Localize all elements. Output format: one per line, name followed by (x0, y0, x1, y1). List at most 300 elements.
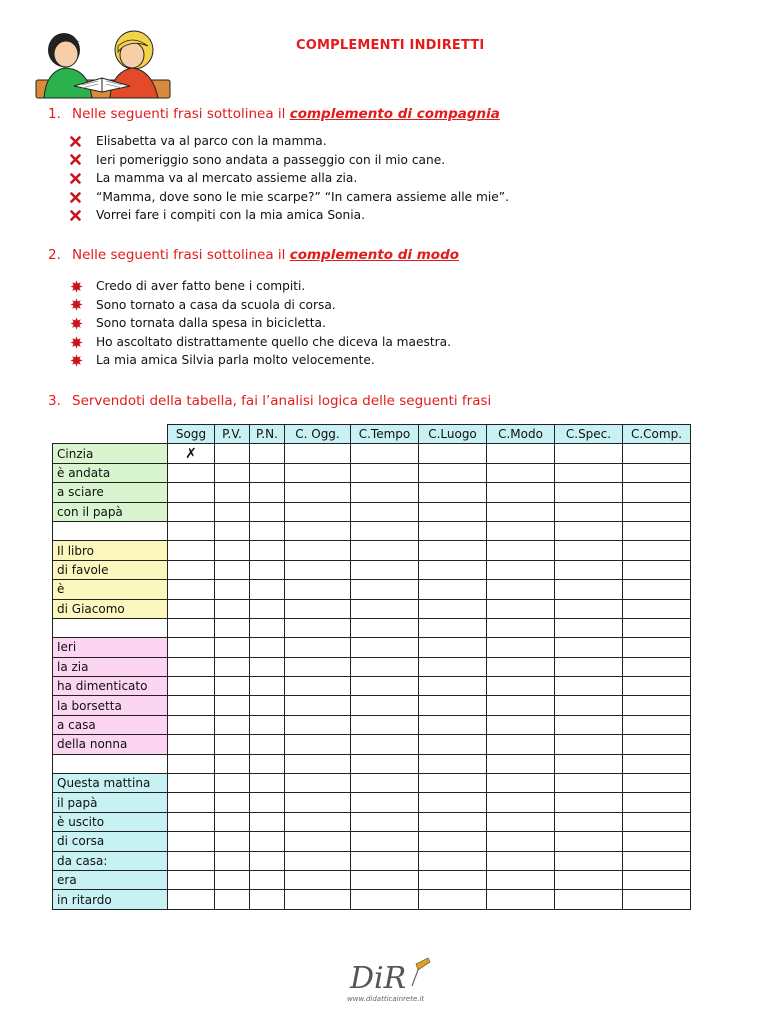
answer-cell[interactable] (351, 463, 419, 482)
list-item-text: Ieri pomeriggio sono andata a passeggio con il mio cane. (96, 152, 446, 167)
answer-cell[interactable] (623, 832, 691, 851)
spacer-cell (53, 618, 168, 637)
answer-cell[interactable] (419, 521, 487, 540)
column-header: P.N. (250, 425, 285, 444)
answer-cell[interactable] (623, 735, 691, 754)
phrase-cell: da casa: (53, 851, 168, 870)
answer-cell[interactable] (215, 870, 250, 889)
answer-cell[interactable] (215, 444, 250, 463)
answer-cell[interactable] (419, 618, 487, 637)
answer-cell[interactable] (623, 483, 691, 502)
cross-bullet-icon (70, 173, 96, 184)
answer-cell[interactable] (168, 774, 215, 793)
answer-cell[interactable] (487, 560, 555, 579)
answer-cell[interactable] (555, 890, 623, 909)
answer-cell[interactable] (285, 541, 351, 560)
answer-cell[interactable] (419, 502, 487, 521)
answer-cell[interactable] (285, 580, 351, 599)
answer-cell[interactable] (487, 870, 555, 889)
exercise1-list (70, 132, 509, 225)
list-item-text: Elisabetta va al parco con la mamma. (96, 134, 327, 148)
answer-cell[interactable] (351, 599, 419, 618)
phrase-cell: a sciare (53, 483, 168, 502)
answer-cell[interactable] (487, 463, 555, 482)
phrase-cell: in ritardo (53, 890, 168, 909)
answer-cell[interactable] (215, 502, 250, 521)
answer-cell[interactable] (487, 541, 555, 560)
phrase-cell: Cinzia (53, 444, 168, 463)
answer-cell[interactable] (250, 754, 285, 773)
answer-cell[interactable] (419, 599, 487, 618)
answer-cell[interactable] (215, 657, 250, 676)
children-reading-illustration (34, 28, 172, 100)
answer-cell[interactable] (215, 715, 250, 734)
phrase-cell: con il papà (53, 502, 168, 521)
answer-cell[interactable] (419, 793, 487, 812)
table-row (53, 735, 691, 754)
answer-cell[interactable] (555, 754, 623, 773)
answer-cell[interactable] (351, 483, 419, 502)
answer-cell[interactable] (487, 618, 555, 637)
exercise1-keyword: complemento di compagnia (289, 106, 500, 122)
answer-cell[interactable] (555, 696, 623, 715)
answer-cell[interactable] (623, 502, 691, 521)
answer-cell[interactable] (623, 521, 691, 540)
answer-cell[interactable] (351, 696, 419, 715)
answer-cell[interactable] (351, 832, 419, 851)
answer-cell[interactable] (419, 580, 487, 599)
answer-cell[interactable] (351, 657, 419, 676)
table-row (53, 715, 691, 734)
answer-cell[interactable] (487, 890, 555, 909)
answer-cell[interactable] (351, 444, 419, 463)
answer-cell[interactable] (285, 793, 351, 812)
answer-cell[interactable] (623, 793, 691, 812)
cross-bullet-icon (70, 136, 96, 147)
answer-cell[interactable] (168, 463, 215, 482)
exercise2-list (70, 277, 451, 370)
answer-cell[interactable] (555, 618, 623, 637)
answer-cell[interactable] (285, 870, 351, 889)
cross-bullet-icon (70, 210, 96, 221)
answer-cell[interactable] (250, 715, 285, 734)
spacer-cell (53, 754, 168, 773)
answer-cell[interactable] (555, 444, 623, 463)
phrase-cell: la borsetta (53, 696, 168, 715)
answer-cell[interactable] (168, 580, 215, 599)
table-row (53, 870, 691, 889)
answer-cell[interactable] (215, 754, 250, 773)
answer-cell[interactable] (419, 444, 487, 463)
answer-cell[interactable] (419, 463, 487, 482)
answer-cell[interactable] (351, 754, 419, 773)
answer-cell[interactable] (487, 851, 555, 870)
answer-cell[interactable] (623, 657, 691, 676)
answer-cell[interactable] (285, 618, 351, 637)
answer-cell[interactable] (555, 793, 623, 812)
answer-cell[interactable] (487, 657, 555, 676)
answer-cell[interactable] (623, 541, 691, 560)
answer-cell[interactable] (250, 812, 285, 831)
answer-cell[interactable] (168, 870, 215, 889)
answer-cell[interactable] (168, 502, 215, 521)
answer-cell[interactable] (487, 735, 555, 754)
answer-cell[interactable] (168, 812, 215, 831)
answer-cell[interactable] (487, 812, 555, 831)
answer-cell[interactable] (419, 851, 487, 870)
answer-cell[interactable] (623, 638, 691, 657)
list-item (70, 351, 451, 370)
answer-cell[interactable] (215, 638, 250, 657)
answer-cell[interactable] (623, 870, 691, 889)
answer-cell[interactable] (250, 444, 285, 463)
answer-cell[interactable] (168, 696, 215, 715)
answer-cell[interactable] (250, 793, 285, 812)
exercise3-number: 3. (48, 393, 61, 409)
answer-cell[interactable] (285, 851, 351, 870)
answer-cell[interactable] (250, 774, 285, 793)
list-item-text: La mia amica Silvia parla molto velocemente. (96, 353, 375, 368)
phrase-cell: è (53, 580, 168, 599)
answer-cell[interactable] (250, 657, 285, 676)
phrase-cell: ha dimenticato (53, 677, 168, 696)
answer-cell[interactable] (555, 832, 623, 851)
answer-cell[interactable] (250, 502, 285, 521)
spacer-cell (53, 521, 168, 540)
answer-cell[interactable] (250, 463, 285, 482)
answer-cell[interactable] (555, 483, 623, 502)
exercise1-heading (48, 106, 500, 122)
answer-cell[interactable] (215, 735, 250, 754)
answer-cell[interactable] (623, 444, 691, 463)
answer-cell[interactable] (623, 696, 691, 715)
answer-cell[interactable] (419, 754, 487, 773)
column-header: P.V. (215, 425, 250, 444)
answer-cell[interactable] (285, 812, 351, 831)
star-bullet-icon (70, 317, 96, 330)
answer-cell[interactable] (623, 754, 691, 773)
answer-cell[interactable] (250, 677, 285, 696)
answer-cell[interactable] (623, 851, 691, 870)
answer-cell[interactable] (285, 599, 351, 618)
list-item (70, 206, 509, 225)
answer-cell[interactable] (351, 812, 419, 831)
answer-cell[interactable] (555, 677, 623, 696)
answer-cell[interactable] (555, 560, 623, 579)
answer-cell[interactable] (250, 851, 285, 870)
answer-cell[interactable] (168, 793, 215, 812)
answer-cell[interactable] (168, 618, 215, 637)
answer-cell[interactable] (285, 463, 351, 482)
phrase-cell: il papà (53, 793, 168, 812)
table-row (53, 677, 691, 696)
star-bullet-icon (70, 298, 96, 311)
answer-cell[interactable] (623, 580, 691, 599)
answer-cell[interactable] (419, 657, 487, 676)
table-row (53, 483, 691, 502)
column-header: C. Ogg. (285, 425, 351, 444)
answer-cell[interactable] (250, 890, 285, 909)
answer-cell[interactable] (623, 618, 691, 637)
answer-cell[interactable] (351, 580, 419, 599)
answer-cell[interactable] (168, 560, 215, 579)
answer-cell[interactable] (487, 444, 555, 463)
answer-cell[interactable] (419, 832, 487, 851)
table-row (53, 890, 691, 909)
answer-cell[interactable] (555, 502, 623, 521)
list-item-text: “Mamma, dove sono le mie scarpe?” “In camera assieme alle mie”. (96, 189, 509, 204)
answer-cell[interactable] (215, 793, 250, 812)
answer-cell[interactable] (250, 599, 285, 618)
answer-cell[interactable] (168, 754, 215, 773)
logo-text: DiR (350, 961, 407, 996)
answer-cell[interactable] (351, 870, 419, 889)
answer-cell[interactable] (487, 521, 555, 540)
example-mark[interactable]: ✗ (168, 444, 215, 463)
answer-cell[interactable] (351, 890, 419, 909)
list-item-text: Credo di aver fatto bene i compiti. (96, 279, 306, 293)
answer-cell[interactable] (285, 483, 351, 502)
answer-cell[interactable] (285, 890, 351, 909)
phrase-cell: la zia (53, 657, 168, 676)
column-header: C.Spec. (555, 425, 623, 444)
answer-cell[interactable] (168, 677, 215, 696)
list-item-text: Sono tornata dalla spesa in bicicletta. (96, 316, 326, 331)
answer-cell[interactable] (623, 890, 691, 909)
list-item (70, 132, 509, 151)
answer-cell[interactable] (555, 580, 623, 599)
exercise2-prompt: Nelle seguenti frasi sottolinea il (72, 247, 286, 263)
answer-cell[interactable] (215, 812, 250, 831)
answer-cell[interactable] (168, 599, 215, 618)
answer-cell[interactable] (419, 890, 487, 909)
answer-cell[interactable] (623, 812, 691, 831)
answer-cell[interactable] (285, 560, 351, 579)
answer-cell[interactable] (250, 638, 285, 657)
answer-cell[interactable] (351, 735, 419, 754)
answer-cell[interactable] (285, 754, 351, 773)
answer-cell[interactable] (351, 502, 419, 521)
answer-cell[interactable] (555, 851, 623, 870)
table-row (53, 444, 691, 463)
answer-cell[interactable] (623, 774, 691, 793)
answer-cell[interactable] (487, 483, 555, 502)
answer-cell[interactable] (419, 560, 487, 579)
answer-cell[interactable] (351, 851, 419, 870)
answer-cell[interactable] (487, 754, 555, 773)
answer-cell[interactable] (555, 774, 623, 793)
answer-cell[interactable] (487, 580, 555, 599)
answer-cell[interactable] (168, 735, 215, 754)
answer-cell[interactable] (215, 599, 250, 618)
answer-cell[interactable] (555, 715, 623, 734)
answer-cell[interactable] (250, 870, 285, 889)
answer-cell[interactable] (168, 483, 215, 502)
exercise2-number: 2. (48, 247, 61, 263)
answer-cell[interactable] (555, 870, 623, 889)
list-item (70, 169, 509, 188)
answer-cell[interactable] (285, 774, 351, 793)
table-row (53, 657, 691, 676)
answer-cell[interactable] (555, 521, 623, 540)
answer-cell[interactable] (215, 677, 250, 696)
answer-cell[interactable] (351, 521, 419, 540)
answer-cell[interactable] (487, 715, 555, 734)
answer-cell[interactable] (419, 812, 487, 831)
exercise1-number: 1. (48, 106, 61, 122)
answer-cell[interactable] (351, 560, 419, 579)
answer-cell[interactable] (215, 890, 250, 909)
table-row (53, 560, 691, 579)
list-item-text: Ho ascoltato distrattamente quello che diceva la maestra. (96, 334, 451, 349)
table-row (53, 463, 691, 482)
answer-cell[interactable] (215, 541, 250, 560)
answer-cell[interactable] (487, 677, 555, 696)
answer-cell[interactable] (285, 521, 351, 540)
footer-url: www.didatticainrete.it (347, 995, 425, 1003)
answer-cell[interactable] (250, 618, 285, 637)
spacer-row (53, 754, 691, 773)
answer-cell[interactable] (250, 696, 285, 715)
answer-cell[interactable] (623, 599, 691, 618)
answer-cell[interactable] (623, 715, 691, 734)
answer-cell[interactable] (285, 832, 351, 851)
answer-cell[interactable] (168, 541, 215, 560)
answer-cell[interactable] (285, 657, 351, 676)
phrase-cell: della nonna (53, 735, 168, 754)
answer-cell[interactable] (419, 715, 487, 734)
column-header: C.Comp. (623, 425, 691, 444)
answer-cell[interactable] (285, 502, 351, 521)
answer-cell[interactable] (351, 638, 419, 657)
answer-cell[interactable] (419, 735, 487, 754)
answer-cell[interactable] (555, 638, 623, 657)
answer-cell[interactable] (215, 483, 250, 502)
answer-cell[interactable] (250, 832, 285, 851)
answer-cell[interactable] (487, 696, 555, 715)
table-row (53, 812, 691, 831)
answer-cell[interactable] (419, 677, 487, 696)
column-header: C.Luogo (419, 425, 487, 444)
table-row (53, 502, 691, 521)
answer-cell[interactable] (168, 521, 215, 540)
answer-cell[interactable] (623, 463, 691, 482)
answer-cell[interactable] (419, 696, 487, 715)
exercise3-heading (48, 393, 491, 409)
answer-cell[interactable] (250, 541, 285, 560)
answer-cell[interactable] (285, 696, 351, 715)
answer-cell[interactable] (215, 832, 250, 851)
answer-cell[interactable] (555, 657, 623, 676)
answer-cell[interactable] (250, 483, 285, 502)
answer-cell[interactable] (215, 560, 250, 579)
answer-cell[interactable] (419, 483, 487, 502)
answer-cell[interactable] (419, 870, 487, 889)
answer-cell[interactable] (487, 793, 555, 812)
answer-cell[interactable] (487, 832, 555, 851)
answer-cell[interactable] (215, 696, 250, 715)
phrase-cell: di corsa (53, 832, 168, 851)
answer-cell[interactable] (487, 774, 555, 793)
answer-cell[interactable] (215, 580, 250, 599)
answer-cell[interactable] (285, 677, 351, 696)
spacer-row (53, 618, 691, 637)
table-row (53, 851, 691, 870)
answer-cell[interactable] (168, 657, 215, 676)
phrase-cell: era (53, 870, 168, 889)
list-item (70, 333, 451, 352)
answer-cell[interactable] (250, 735, 285, 754)
answer-cell[interactable] (250, 521, 285, 540)
column-header: C.Modo (487, 425, 555, 444)
answer-cell[interactable] (351, 541, 419, 560)
list-item-text: Sono tornato a casa da scuola di corsa. (96, 297, 336, 312)
list-item (70, 151, 509, 170)
answer-cell[interactable] (555, 812, 623, 831)
phrase-cell: di Giacomo (53, 599, 168, 618)
answer-cell[interactable] (215, 521, 250, 540)
answer-cell[interactable] (285, 638, 351, 657)
answer-cell[interactable] (168, 851, 215, 870)
answer-cell[interactable] (250, 580, 285, 599)
table-row (53, 793, 691, 812)
answer-cell[interactable] (168, 638, 215, 657)
logical-analysis-table (52, 424, 691, 910)
answer-cell[interactable] (215, 463, 250, 482)
answer-cell[interactable] (555, 463, 623, 482)
answer-cell[interactable] (555, 541, 623, 560)
answer-cell[interactable] (215, 618, 250, 637)
answer-cell[interactable] (487, 502, 555, 521)
answer-cell[interactable] (487, 599, 555, 618)
phrase-cell: è andata (53, 463, 168, 482)
answer-cell[interactable] (168, 832, 215, 851)
phrase-cell: di favole (53, 560, 168, 579)
answer-cell[interactable] (555, 599, 623, 618)
answer-cell[interactable] (623, 560, 691, 579)
answer-cell[interactable] (555, 735, 623, 754)
table-row (53, 580, 691, 599)
list-item-text: Vorrei fare i compiti con la mia amica Sonia. (96, 208, 365, 223)
table-row (53, 599, 691, 618)
phrase-cell: Ieri (53, 638, 168, 657)
answer-cell[interactable] (285, 444, 351, 463)
answer-cell[interactable] (215, 851, 250, 870)
spacer-row (53, 521, 691, 540)
cross-bullet-icon (70, 154, 96, 165)
answer-cell[interactable] (351, 774, 419, 793)
phrase-cell: è uscito (53, 812, 168, 831)
answer-cell[interactable] (351, 677, 419, 696)
answer-cell[interactable] (250, 560, 285, 579)
answer-cell[interactable] (351, 715, 419, 734)
answer-cell[interactable] (351, 618, 419, 637)
answer-cell[interactable] (419, 541, 487, 560)
answer-cell[interactable] (487, 638, 555, 657)
answer-cell[interactable] (623, 677, 691, 696)
exercise3-prompt: Servendoti della tabella, fai l’analisi logica delle seguenti frasi (72, 393, 492, 409)
answer-cell[interactable] (215, 774, 250, 793)
star-bullet-icon (70, 354, 96, 367)
answer-cell[interactable] (168, 890, 215, 909)
answer-cell[interactable] (351, 793, 419, 812)
answer-cell[interactable] (419, 774, 487, 793)
answer-cell[interactable] (168, 715, 215, 734)
answer-cell[interactable] (285, 735, 351, 754)
answer-cell[interactable] (285, 715, 351, 734)
answer-cell[interactable] (419, 638, 487, 657)
star-bullet-icon (70, 280, 96, 293)
